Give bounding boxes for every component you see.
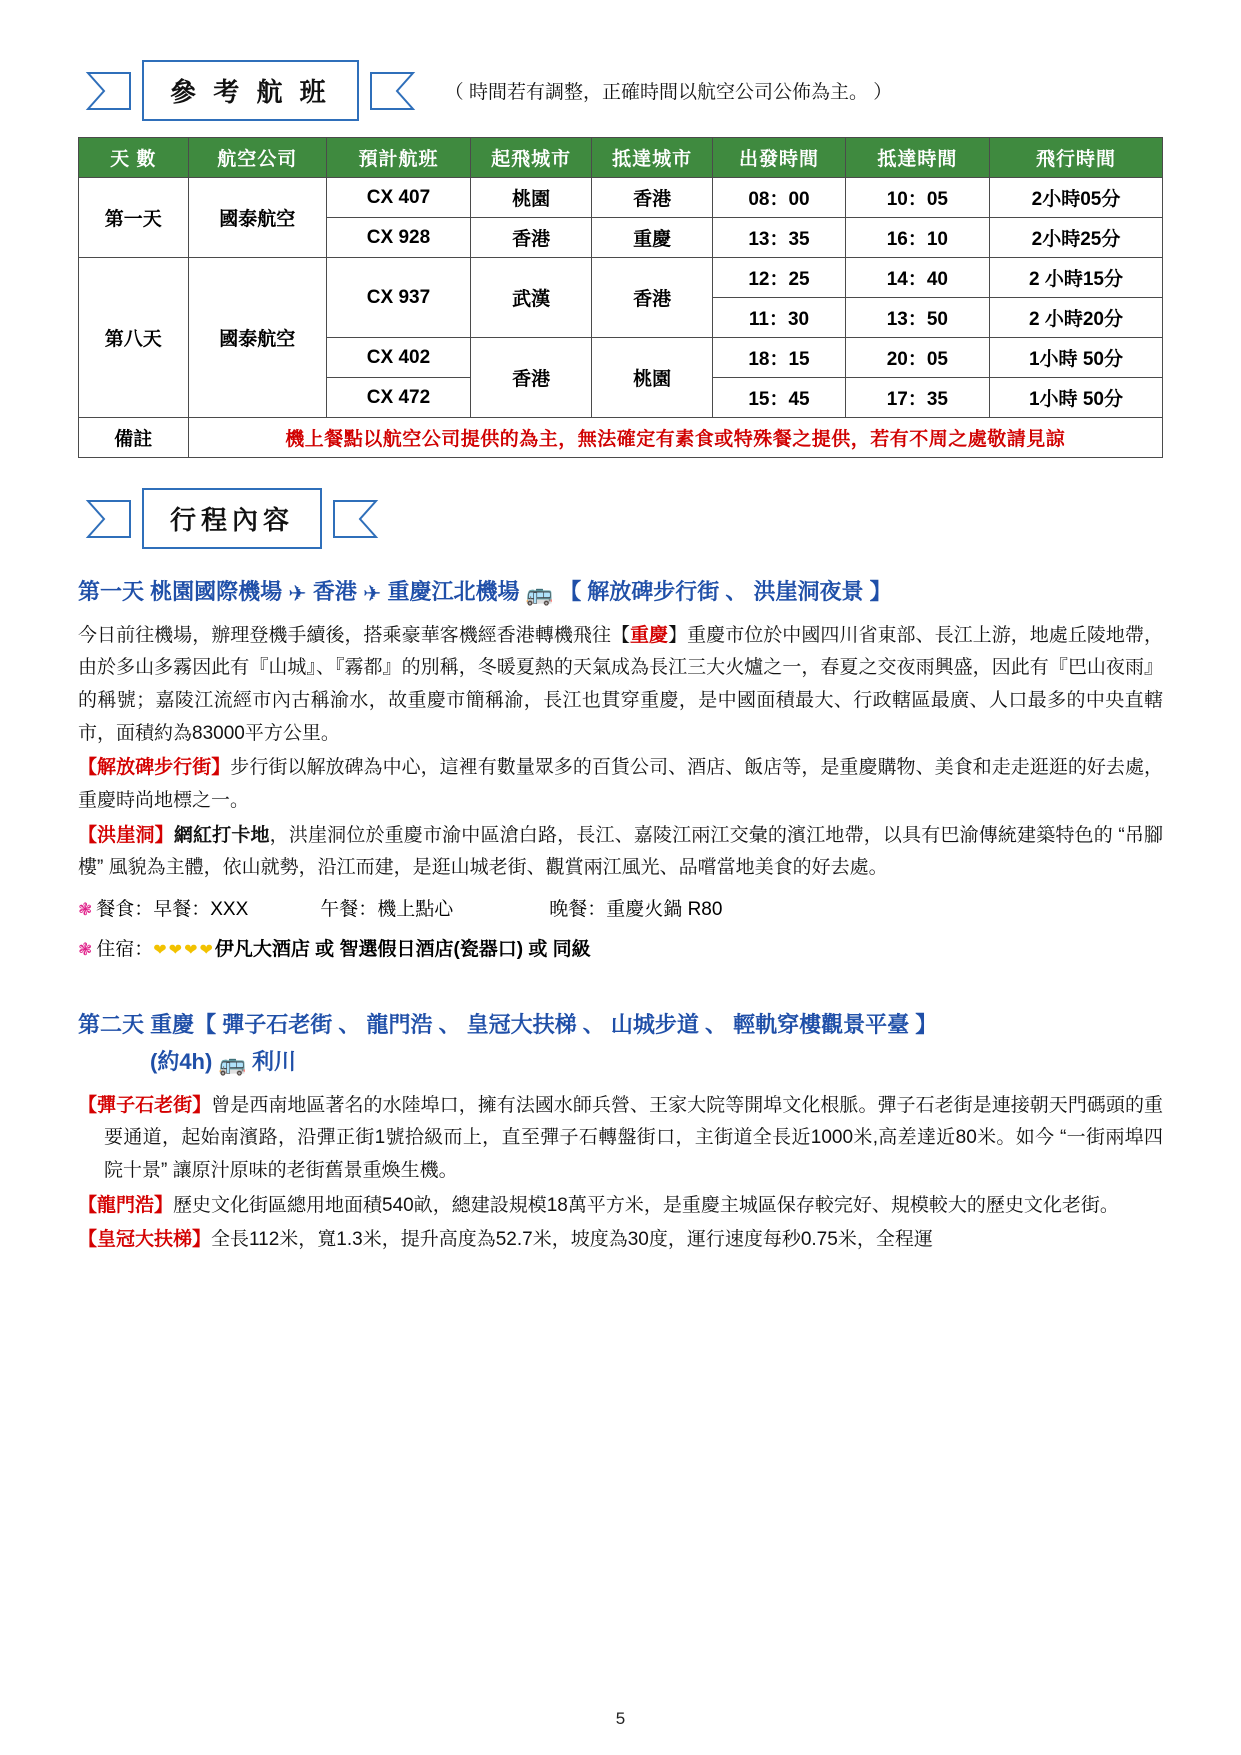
cell-day: 第八天 [79,258,189,418]
day1-para2-title: 【解放碑步行街】 [78,757,231,779]
cell-flight: CX 402 [326,338,470,378]
cell-duration: 2小時25分 [989,218,1162,258]
col-flight: 預計航班 [326,138,470,178]
day2-title-sub [150,1045,1163,1080]
flights-heading-block [78,60,1163,121]
airplane-icon: ✈ [362,580,382,606]
day1-hotel-label: 住宿： [96,939,154,961]
cell-to: 香港 [592,258,713,338]
flower-icon: ❃ [78,900,93,920]
day1-title [78,575,1163,610]
day1-title-mid2: 重慶江北機場 [387,579,520,604]
cell-day: 第一天 [79,178,189,258]
day2-para2 [78,1190,1163,1223]
cell-duration: 1小時 50分 [989,338,1162,378]
day2-title-time: (約4h) [150,1048,213,1074]
bus-icon: 🚌 [218,1050,246,1076]
cell-to: 桃園 [592,338,713,418]
cell-depart: 18：15 [713,338,846,378]
day2-para1-title: 【彈子石老街】 [78,1094,212,1116]
itinerary-ribbon-row [78,488,1163,549]
cell-duration: 2 小時15分 [989,258,1162,298]
day1-para3 [78,820,1163,885]
cell-flight: CX 937 [326,258,470,338]
itinerary-heading-block [78,488,1163,549]
col-from: 起飛城市 [471,138,592,178]
cell-depart: 08：00 [713,178,846,218]
day2-para1 [78,1090,1163,1188]
day1-hotel [78,935,1163,965]
cell-duration: 1小時 50分 [989,378,1162,418]
cell-flight: CX 407 [326,178,470,218]
day2-para2-title: 【龍門浩】 [78,1194,174,1216]
cell-depart: 13：35 [713,218,846,258]
cell-to: 香港 [592,178,713,218]
bus-icon: 🚌 [525,580,554,606]
day1-para3-bold: 網紅打卡地 [173,824,270,846]
cell-duration: 2小時05分 [989,178,1162,218]
ribbon-wing-right-icon [369,71,423,111]
cell-duration: 2 小時20分 [989,298,1162,338]
col-depart: 出發時間 [713,138,846,178]
day2-para3 [78,1224,1163,1257]
flights-ribbon [142,60,359,121]
table-remark-row [79,418,1163,458]
day2-para1-text: 曾是西南地區著名的水陸埠口，擁有法國水師兵營、王家大院等開埠文化根脈。彈子石老街是連接朝天門碼頭的重要通道，起始南濱路，沿彈正街1號拾級而上，直至彈子石轉盤街口，主街道全長近1000米,高差達近80米。如今 “一街兩埠四院十景” 讓原汁原味的老街舊景重煥生機。 [104,1094,1163,1181]
day1-para1 [78,620,1163,751]
cell-to: 重慶 [592,218,713,258]
cell-arrive: 16：10 [845,218,989,258]
remark-label: 備註 [79,418,189,458]
day1-para2-text: 步行街以解放碑為中心，這裡有數量眾多的百貨公司、酒店、飯店等，是重慶購物、美食和走走逛逛的好去處，重慶時尚地標之一。 [78,757,1163,812]
cell-airline: 國泰航空 [188,258,326,418]
col-day: 天 數 [79,138,189,178]
cell-arrive: 20：05 [845,338,989,378]
table-row [79,258,1163,298]
itinerary-ribbon [142,488,322,549]
day1-meal-dinner: 晚餐：重慶火鍋 R80 [549,899,723,921]
day2-para2-text: 歷史文化街區總用地面積540畝，總建設規模18萬平方米，是重慶主城區保存較完好、規模較大的歷史文化老街。 [173,1194,1119,1216]
airplane-icon: ✈ [288,580,307,606]
page-number: 5 [615,1709,626,1728]
day1-title-mid1: 香港 [312,579,357,604]
ribbon-wing-right-icon [332,499,386,539]
flights-note: （ 時間若有調整，正確時間以航空公司公佈為主。 ） [444,82,893,103]
cell-arrive: 14：40 [845,258,989,298]
col-arrive: 抵達時間 [845,138,989,178]
ribbon-wing-left-icon [78,499,132,539]
day1-para2 [78,752,1163,817]
day1-title-prefix: 第一天 桃園國際機場 [78,579,283,604]
flower-icon: ❃ [78,940,93,960]
day2-title [78,1008,1163,1080]
cell-arrive: 17：35 [845,378,989,418]
cell-from: 桃園 [471,178,592,218]
flights-ribbon-label: 參 考 航 班 [170,77,331,107]
flights-ribbon-row [78,60,1163,121]
day1-para1-b: 】重慶市位於中國四川省東部、長江上游，地處丘陵地帶，由於多山多霧因此有『山城』、『霧都』的別稱，冬暖夏熱的天氣成為長江三大火爐之一，春夏之交夜雨興盛，因此有『巴山夜雨』的稱號；嘉陵江流經市內古稱渝水，故重慶市簡稱渝，長江也貫穿重慶，是中國面積最大、行政轄區最廣、人口最多的中央直轄市，面積約為83000平方公里。 [78,624,1163,744]
col-to: 抵達城市 [592,138,713,178]
itinerary-ribbon-label: 行程內容 [170,505,295,535]
cell-depart: 11：30 [713,298,846,338]
day1-para1-a: 今日前往機場，辦理登機手續後，搭乘豪華客機經香港轉機飛往【 [78,624,631,646]
cell-from: 香港 [471,338,592,418]
cell-flight: CX 472 [326,378,470,418]
hotel-rating-hearts-icon: ❤❤❤❤ [153,942,215,960]
day2-title-dest: 利川 [251,1048,296,1074]
day1-para3-title: 【洪崖洞】 [78,824,174,846]
remark-text: 機上餐點以航空公司提供的為主，無法確定有素食或特殊餐之提供，若有不周之處敬請見諒 [188,418,1162,458]
cell-depart: 15：45 [713,378,846,418]
cell-depart: 12：25 [713,258,846,298]
day1-para1-highlight: 重慶 [630,624,669,646]
day1-meal-lunch: 午餐：機上點心 [320,899,454,921]
col-duration: 飛行時間 [989,138,1162,178]
table-row [79,178,1163,218]
flight-table-header-row [79,138,1163,178]
cell-flight: CX 928 [326,218,470,258]
col-airline: 航空公司 [188,138,326,178]
cell-arrive: 13：50 [845,298,989,338]
day1-meal-breakfast: 餐食：早餐：XXX [96,899,249,921]
cell-arrive: 10：05 [845,178,989,218]
ribbon-wing-left-icon [78,71,132,111]
day2-title-main: 第二天 重慶【 彈子石老街 、 龍門浩 、 皇冠大扶梯 、 山城步道 、 輕軌穿樓觀景平臺 】 [78,1011,938,1037]
day1-hotel-text: 伊凡大酒店 或 智選假日酒店(瓷器口) 或 同級 [214,939,591,961]
cell-from: 香港 [471,218,592,258]
day1-title-brackets: 【 解放碑步行街 、 洪崖洞夜景 】 [559,579,892,604]
cell-airline: 國泰航空 [188,178,326,258]
day1-meals [78,895,1163,925]
day2-para3-text: 全長112米，寬1.3米，提升高度為52.7米，坡度為30度，運行速度每秒0.75米，全程運 [211,1229,933,1251]
day2-para3-title: 【皇冠大扶梯】 [78,1229,212,1251]
cell-from: 武漢 [471,258,592,338]
day1-para3-text: ，洪崖洞位於重慶市渝中區滄白路，長江、嘉陵江兩江交彙的濱江地帶，以具有巴渝傳統建築特色的 “吊腳樓” 風貌為主體，依山就勢，沿江而建，是逛山城老街、觀賞兩江風光、品嚐當地美食的好去處。 [78,824,1163,879]
flight-table [78,137,1163,458]
